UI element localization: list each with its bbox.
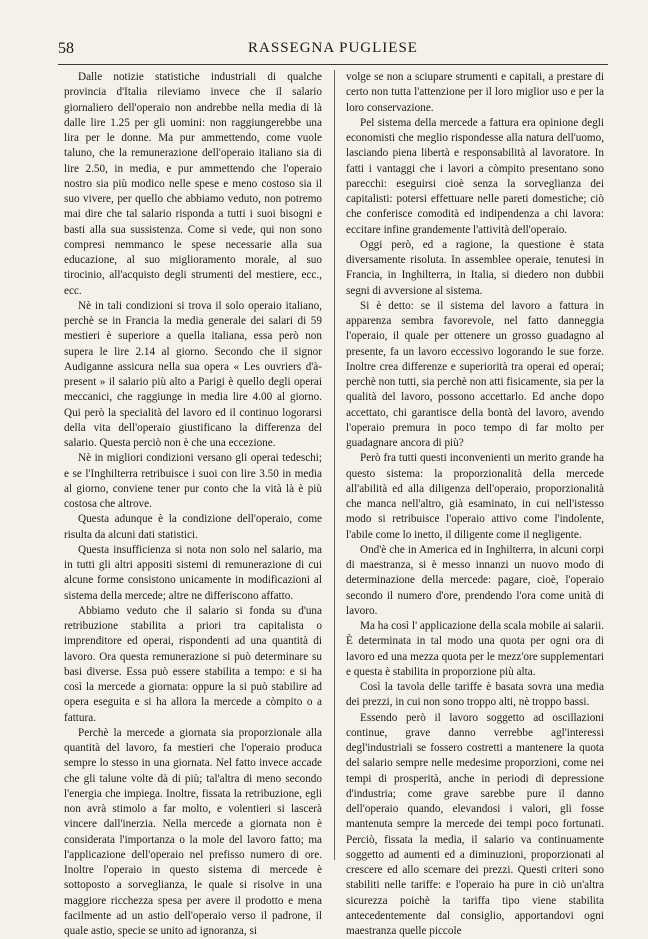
paragraph: Dalle notizie statistiche industriali di qualche provincia d'Italia rileviamo invece che il salario giornaliero dell'operaio non andrebbe nella media di là dalle lire 1.25 per gli uomini: non raggiungerebbe una lira per le donne. Ma pur ammettendo, come vuole taluno, che la remunerazione dell'operaio italiano sia di lire 2.50, in media, e pur ammettendo che l'operaio nostro sia più modico nelle spese e meno costoso sia il suo vivere, per quello che abbiamo veduto, non potremo mai dire che tal salario risponda a tutti i suoi bisogni e basti alla sua sussistenza. Come si vede, qui non sono compresi nemmanco le spese necessarie alla sua educazione, al suo miglioramento morale, al suo tirocinio, all'acquisto degli strumenti del mestiere, ecc., ecc. bbox=[64, 70, 322, 299]
paragraph-continued: volge se non a sciupare strumenti e capitali, a prestare di certo non tutta l'attenzione per il loro miglior uso e per la loro conservazione. bbox=[346, 70, 604, 116]
page-header bbox=[58, 40, 608, 60]
header-rule bbox=[58, 64, 608, 65]
paragraph: Essendo però il lavoro soggetto ad oscillazioni continue, grave danno verrebbe agl'interessi degl'industriali se fossero costretti a mantenere la quota del salario sempre nelle medesime proporzioni, come nei tempi di prosperità, anche in periodi di depressione d'industria; come grave sarebbe pure il danno dell'operaio quando, elevandosi i valori, gli fosse mantenuta sempre la mercede dei tempi poco fortunati. Perciò, fissata la media, il salario va continuamente soggetto ad aumenti ed a diminuzioni, proporzionati al crescere ed allo scemare dei prezzi. Questi criteri sono stabiliti nelle tariffe: e l'operaio ha pure in ciò un'altra sicurezza poichè la tariffa tipo viene stabilita antecedentemente dal consiglio, apportandovi ogni maestranza quelle piccole bbox=[346, 711, 604, 939]
paragraph: Ond'è che in America ed in Inghilterra, in alcuni corpi di maestranza, si è messo innanzi un nuovo modo di determinazione della mercede: pagare, cioè, l'operaio secondo il numero d'ore, prendendo l'ora come unità di lavoro. bbox=[346, 543, 604, 619]
page-number: 58 bbox=[58, 40, 74, 58]
paragraph: Pel sistema della mercede a fattura era opinione degli economisti che meglio rispondesse alla natura dell'uomo, lasciando piena libertà e responsabilità al lavoratore. In fatti i vantaggi che i lavori a còmpito presentano sono parecchi: eseguirsi cioè senza la sorveglianza dei capitalisti: potersi effettuare nelle pareti domestiche; ciò che conferisce comodità ed indipendenza a chi lavora: eccitare infine grandemente l'attività dell'operaio. bbox=[346, 116, 604, 238]
running-title: RASSEGNA PUGLIESE bbox=[58, 40, 608, 57]
column-divider bbox=[334, 70, 335, 860]
left-column bbox=[64, 70, 322, 939]
paragraph: Oggi però, ed a ragione, la questione è stata diversamente risoluta. In assemblee operaie, tenutesi in Francia, in Inghilterra, in Italia, si diedero non dubbii segni di avversione al sistema. bbox=[346, 238, 604, 299]
paragraph: Nè in migliori condizioni versano gli operai tedeschi; e se l'Inghilterra retribuisce i suoi con lire 3.50 in media al giorno, conviene tener pur conto che la vità là è più costosa che altrove. bbox=[64, 451, 322, 512]
paragraph: Ma ha così l' applicazione della scala mobile ai salarii. È determinata in tal modo una quota per ogni ora di lavoro ed una mezza quota per le mezz'ore supplementari e questa è stabilita in proporzione più alta. bbox=[346, 619, 604, 680]
paragraph: Nè in tali condizioni si trova il solo operaio italiano, perchè se in Francia la media generale dei salari di 59 mestieri è superiore a quella italiana, essa però non supera le lire 2.14 al giorno. Secondo che il signor Audiganne assicura nella sua opera « Les ouvriers d'à-present » il salario più alto a Parigi è quello degli operai meccanici, che raggiunge in media lire 4.00 al giorno. Qui però la specialità del lavoro ed il continuo logorarsi della vita dell'operaio giustificano la differenza del salario. Questa perciò non è che una eccezione. bbox=[64, 299, 322, 452]
paragraph: Questa adunque è la condizione dell'operaio, come risulta da alcuni dati statistici. bbox=[64, 512, 322, 543]
paragraph: Però fra tutti questi inconvenienti un merito grande ha questo sistema: la proporzionalità della mercede all'abilità ed alla diligenza dell'operaio, proporzionalità che manca nell'altro, già esaminato, in cui nell'istesso modo si retribuisce l'operaio attivo come l'indolente, l'abile come lo inetto, il diligente come il negligente. bbox=[346, 451, 604, 543]
paragraph: Così la tavola delle tariffe è basata sovra una media dei prezzi, in cui non sono troppo alti, nè troppo bassi. bbox=[346, 680, 604, 711]
right-column bbox=[346, 70, 604, 939]
paragraph: Si è detto: se il sistema del lavoro a fattura in apparenza sembra favorevole, nel fatto danneggia l'operaio, il quale per ottenere un grosso guadagno al presente, fa un lavoro eccessivo logorando le sue forze. Inoltre crea differenze e superiorità tra operai ed operai; perchè non tutti, sia perchè non atti fisicamente, sia per la qualità del lavoro, possono accettarlo. Ed anche dopo accettato, chi garantisce della bontà del lavoro, avendo l'operaio premura in poco tempo di far molto per guadagnare ancora di più? bbox=[346, 299, 604, 452]
paragraph: Questa insufficienza si nota non solo nel salario, ma in tutti gli altri appositi sistemi di remunerazione di cui alcune forme consistono unicamente in modificazioni al sistema della mercede; altre ne differiscono affatto. bbox=[64, 543, 322, 604]
paragraph: Perchè la mercede a giornata sia proporzionale alla quantità del lavoro, fa mestieri che l'operaio produca sempre lo stesso in una giornata. Nel fatto invece accade che gli talune volte dà di più; tal'altra di meno secondo l'energia che impiega. Inoltre, fissata la retribuzione, egli non avrà stimolo a far molto, e volentieri si lascerà vincere dall'inerzia. Nella mercede a giornata non è considerata l'importanza o la mole del lavoro fatto; ma l'applicazione dell'operaio nel prefisso numero di ore. Inoltre l'operaio in questo sistema di mercede è sottoposto a sorveglianza, le quale si risolve in una maggiore ricchezza spesa per avere il prodotto e mena facilmente ad un astio dell'operaio verso il padrone, il quale astio, specie se unito ad ignoranza, si bbox=[64, 726, 322, 939]
paragraph: Abbiamo veduto che il salario si fonda su d'una retribuzione stabilita a priori tra capitalista o imprenditore ed operai, rispondenti ad una quantità di lavoro. Ora questa remunerazione si può determinare su basi diverse. Essa può essere stabilita a tempo: e si ha così la mercede a giornata: oppure la si può stabilire ad opera eseguita e si ha allora la mercede a còmpito o a fattura. bbox=[64, 604, 322, 726]
